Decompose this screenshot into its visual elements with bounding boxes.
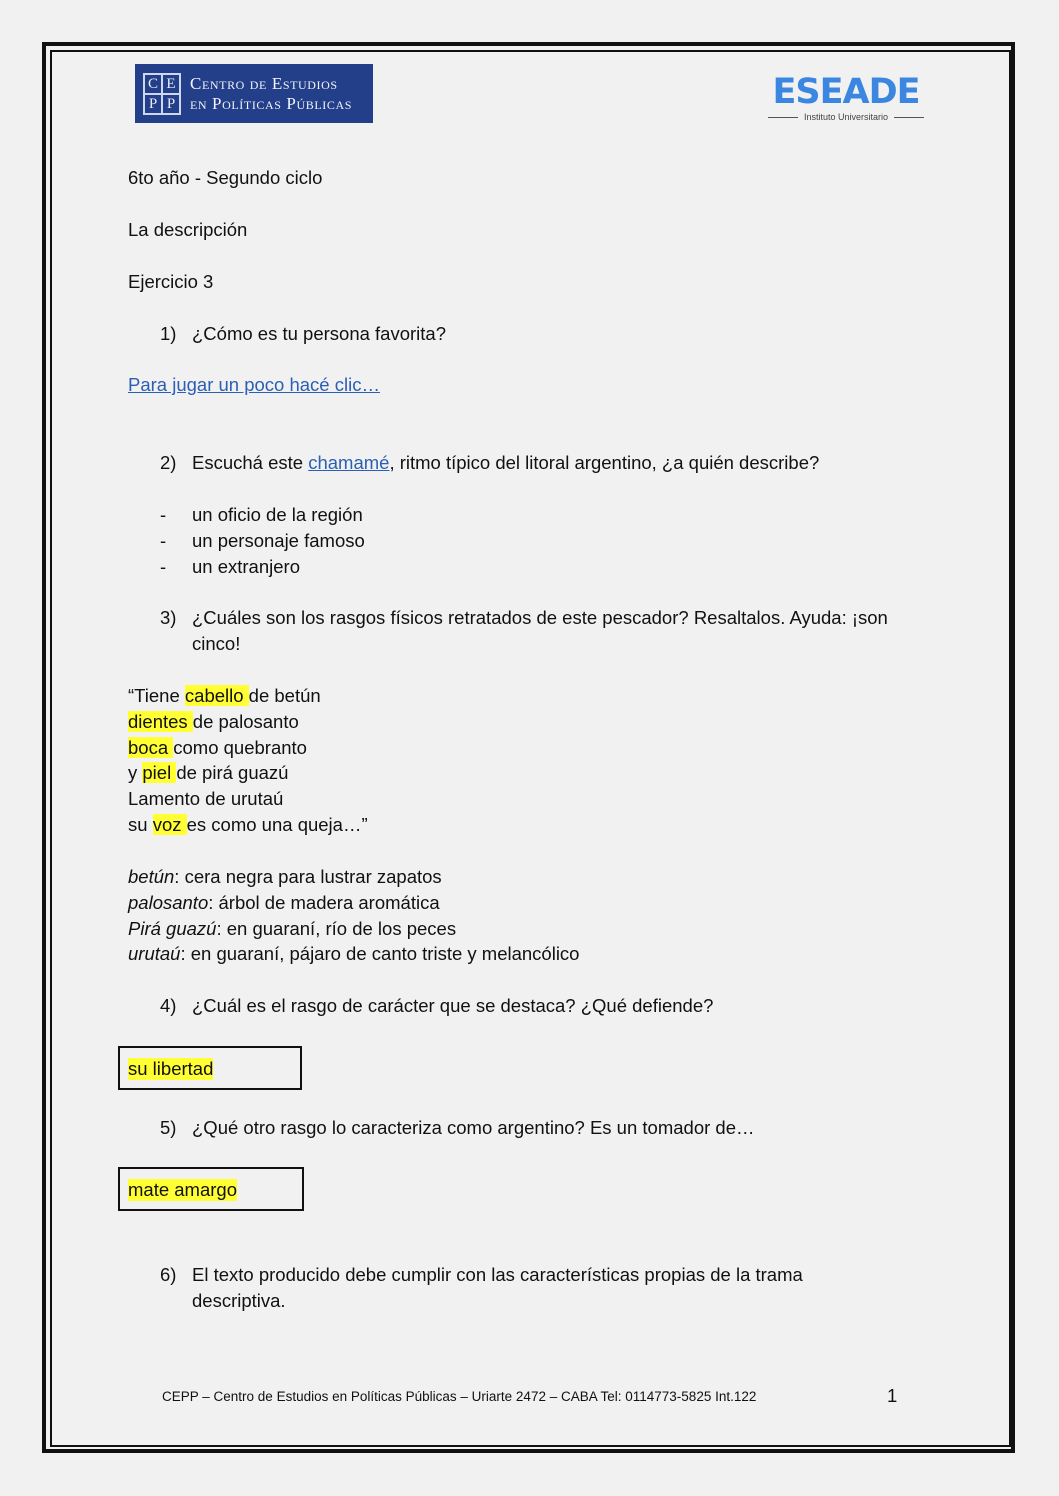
glossary-term: betún: [128, 866, 175, 887]
poem-line-3: [128, 737, 307, 759]
cepp-letter: P: [144, 94, 162, 114]
poem-text: de palosanto: [192, 711, 299, 732]
glossary-definition: : en guaraní, río de los peces: [216, 918, 457, 939]
poem-text: y: [128, 762, 143, 783]
option-dash: -: [160, 504, 167, 525]
cepp-monogram: [143, 73, 181, 115]
glossary-entry: [128, 892, 440, 914]
course-line: 6to año - Segundo ciclo: [128, 167, 323, 188]
question-6-number: 6): [160, 1264, 177, 1285]
question-1-number: 1): [160, 323, 177, 344]
cepp-letter: P: [162, 94, 180, 114]
poem-line-2: [128, 711, 299, 733]
chamame-link[interactable]: chamamé: [308, 452, 390, 473]
poem-highlight-cabello: cabello: [184, 685, 249, 706]
glossary-term: palosanto: [128, 892, 209, 913]
question-5-text: ¿Qué otro rasgo lo caracteriza como argentino? Es un tomador de…: [192, 1117, 755, 1138]
poem-line-1: [128, 685, 321, 707]
poem-highlight-boca: boca: [128, 737, 174, 758]
question-1-text: ¿Cómo es tu persona favorita?: [192, 323, 446, 344]
glossary-entry: [128, 943, 579, 965]
glossary-definition: : árbol de madera aromática: [208, 892, 440, 913]
poem-highlight-piel: piel: [142, 762, 177, 783]
question-5-number: 5): [160, 1117, 177, 1138]
cepp-logo-line1: Centro de Estudios: [190, 74, 338, 93]
poem-line-4: [128, 762, 288, 784]
play-link[interactable]: Para jugar un poco hacé clic…: [128, 374, 380, 395]
cepp-logo-line2: en Políticas Públicas: [190, 94, 353, 113]
poem-text: de betún: [248, 685, 321, 706]
glossary-definition: : cera negra para lustrar zapatos: [174, 866, 442, 887]
question-3-number: 3): [160, 607, 177, 628]
poem-text: de pirá guazú: [176, 762, 289, 783]
question-3-line2: cinco!: [192, 633, 241, 654]
question-2-text: [192, 452, 819, 474]
topic-line: La descripción: [128, 219, 248, 240]
option-extranjero: un extranjero: [192, 556, 300, 577]
eseade-subtitle: Instituto Universitario: [803, 112, 889, 122]
question-6-line1: El texto producido debe cumplir con las características propias de la trama: [192, 1264, 803, 1285]
question-4-text: ¿Cuál es el rasgo de carácter que se destaca? ¿Qué defiende?: [192, 995, 714, 1016]
option-dash: -: [160, 556, 167, 577]
glossary-entry: [128, 918, 456, 940]
glossary-term: urutaú: [128, 943, 181, 964]
cepp-letter: C: [144, 74, 162, 94]
question-2-text-before: Escuchá este: [192, 452, 309, 473]
poem-highlight-dientes: dientes: [128, 711, 193, 732]
eseade-rule-right: [894, 117, 924, 118]
eseade-logo: [768, 72, 928, 124]
poem-line-5: Lamento de urutaú: [128, 788, 284, 809]
exercise-title: Ejercicio 3: [128, 271, 214, 292]
answer-4: su libertad: [128, 1058, 214, 1079]
question-6-line2: descriptiva.: [192, 1290, 286, 1311]
footer-address: CEPP – Centro de Estudios en Políticas Públicas – Uriarte 2472 – CABA Tel: 0114773-5825 Int.122: [162, 1389, 757, 1404]
glossary-entry: [128, 866, 442, 888]
page-number: 1: [887, 1385, 898, 1406]
poem-text: su: [128, 814, 153, 835]
poem-text: es como una queja…”: [186, 814, 368, 835]
question-4-number: 4): [160, 995, 177, 1016]
question-2-text-after: , ritmo típico del litoral argentino, ¿a quién describe?: [389, 452, 820, 473]
question-3-line1: ¿Cuáles son los rasgos físicos retratados de este pescador? Resaltalos. Ayuda: ¡son: [192, 607, 888, 628]
poem-highlight-voz: voz: [152, 814, 187, 835]
question-2-number: 2): [160, 452, 177, 473]
eseade-wordmark: ESEADE: [772, 72, 920, 112]
option-personaje: un personaje famoso: [192, 530, 365, 551]
cepp-letter: E: [162, 74, 180, 94]
option-oficio: un oficio de la región: [192, 504, 363, 525]
cepp-logo: [135, 64, 373, 123]
answer-5: mate amargo: [128, 1179, 237, 1200]
glossary-definition: : en guaraní, pájaro de canto triste y melancólico: [180, 943, 580, 964]
poem-line-6: [128, 814, 368, 836]
poem-text: “Tiene: [128, 685, 185, 706]
glossary-term: Pirá guazú: [128, 918, 217, 939]
poem-text: como quebranto: [173, 737, 307, 758]
option-dash: -: [160, 530, 167, 551]
